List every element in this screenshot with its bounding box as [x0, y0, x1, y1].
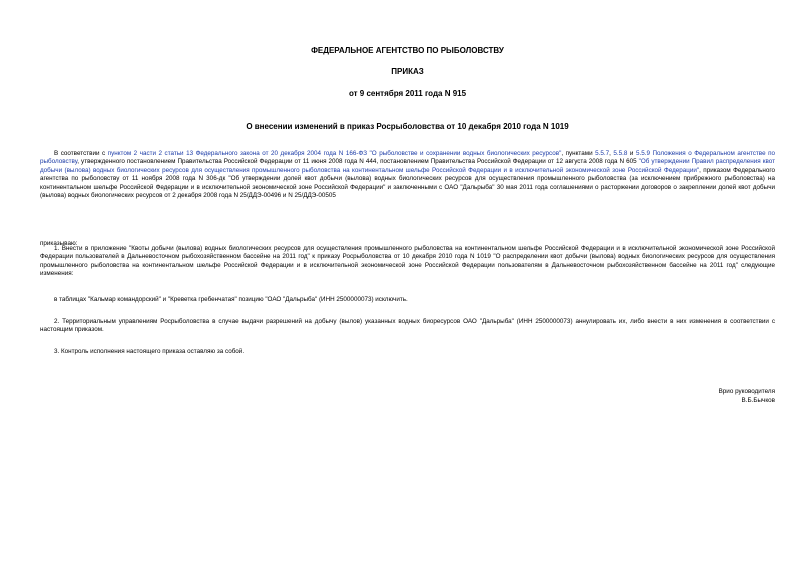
preamble-paragraph	[40, 150, 775, 200]
item-3: 3. Контроль исполнения настоящего приказа оставляю за собой.	[54, 348, 245, 355]
item-1-change: в таблицах "Кальмар командорский" и "Креветка гребенчатая" позицию "ОАО "Дальрыба" (ИНН 2500000073) исключить.	[54, 296, 408, 303]
signer-position: Врио руководителя	[718, 388, 775, 395]
clause-link-5-5-8[interactable]: 5.5.8	[613, 150, 628, 157]
item-1: 1. Внести в приложение "Квоты добычи (вылова) водных биологических ресурсов для осуществления промышленного рыболовства на континентальном шельфе Российской Федерации и в исключительной экономической зоне Российской Федерации пользователей в Дальневосточном рыбохозяйственном бассейне на 2011 год" к приказу Росрыболовства от 10 декабря 2010 года N 1019 "О распределении квот добычи (вылова) водных биологических ресурсов для осуществления промышленного рыболовства на континентальном шельфе Российской Федерации и в исключительной экономической зоне Российской Федерации пользователям в Дальневосточном рыбохозяйственном бассейне на 2011 год" следующие изменения:	[40, 245, 775, 278]
order-word: приказываю:	[40, 240, 78, 248]
document-date-number: от 9 сентября 2011 года N 915	[348, 89, 467, 98]
document-title: О внесении изменений в приказ Росрыболовства от 10 декабря 2010 года N 1019	[246, 122, 569, 131]
document-type: ПРИКАЗ	[391, 67, 424, 76]
item-2: 2. Территориальным управлениям Росрыболовства в случае выдачи разрешений на добычу (вылов) указанных водных биоресурсов ОАО "Дальрыба" (ИНН 2500000073) аннулировать их, либо внести в них изменения в соответствии с настоящим приказом.	[40, 318, 775, 334]
preamble-text: В соответствии с	[54, 150, 108, 157]
preamble-text: , пунктами	[561, 150, 596, 157]
preamble-text: и	[627, 150, 636, 157]
signer-name: В.Б.Бычков	[741, 397, 775, 404]
law-link[interactable]: пунктом 2 части 2 статьи 13 Федерального закона от 20 декабря 2004 года N 166-ФЗ "О рыболовстве и сохранении водных биологических ресурсов"	[107, 150, 562, 157]
agency-name: ФЕДЕРАЛЬНОЕ АГЕНТСТВО ПО РЫБОЛОВСТВУ	[311, 46, 504, 55]
regulation-link[interactable]: Положения о Федеральном агентстве по рыболовству	[40, 150, 776, 166]
clause-link-5-5-9[interactable]: 5.5.9	[635, 150, 650, 157]
rules-link[interactable]: "Об утверждении Правил распределения квот добычи (вылова) водных биологических ресурсов для осуществления промышленного рыболовства на континентальном шельфе Российской Федерации и в исключительной экономической зоне Российской Федерации"	[40, 158, 775, 174]
clause-link-5-5-7[interactable]: 5.5.7	[595, 150, 610, 157]
preamble-text: , приказом Федерального агентства по рыболовству от 11 ноября 2008 года N 306-дк "Об утверждении долей квот добычи (вылова) водных биологических ресурсов для осуществления промышленного рыболовства (за исключением прибрежного рыболовства) на континентальном шельфе Российской Федерации и в исключительной экономической зоне Российской Федерации" и заключенными с ОАО "Дальрыба" 30 мая 2011 года соглашениями о расторжении договоров о закреплении долей квот добычи (вылова) водных биологических ресурсов от 2 декабря 2008 года N 25/ДДЭ-00496 и N 25/ДДЭ-00505	[40, 166, 775, 200]
preamble-text: ,	[609, 150, 614, 157]
preamble-text: , утвержденного постановлением Правительства Российской Федерации от 11 июня 2008 года N 444, постановлением Правительства Российской Федерации от 12 августа 2008 года N 605	[77, 158, 639, 166]
signature-block	[719, 387, 775, 405]
